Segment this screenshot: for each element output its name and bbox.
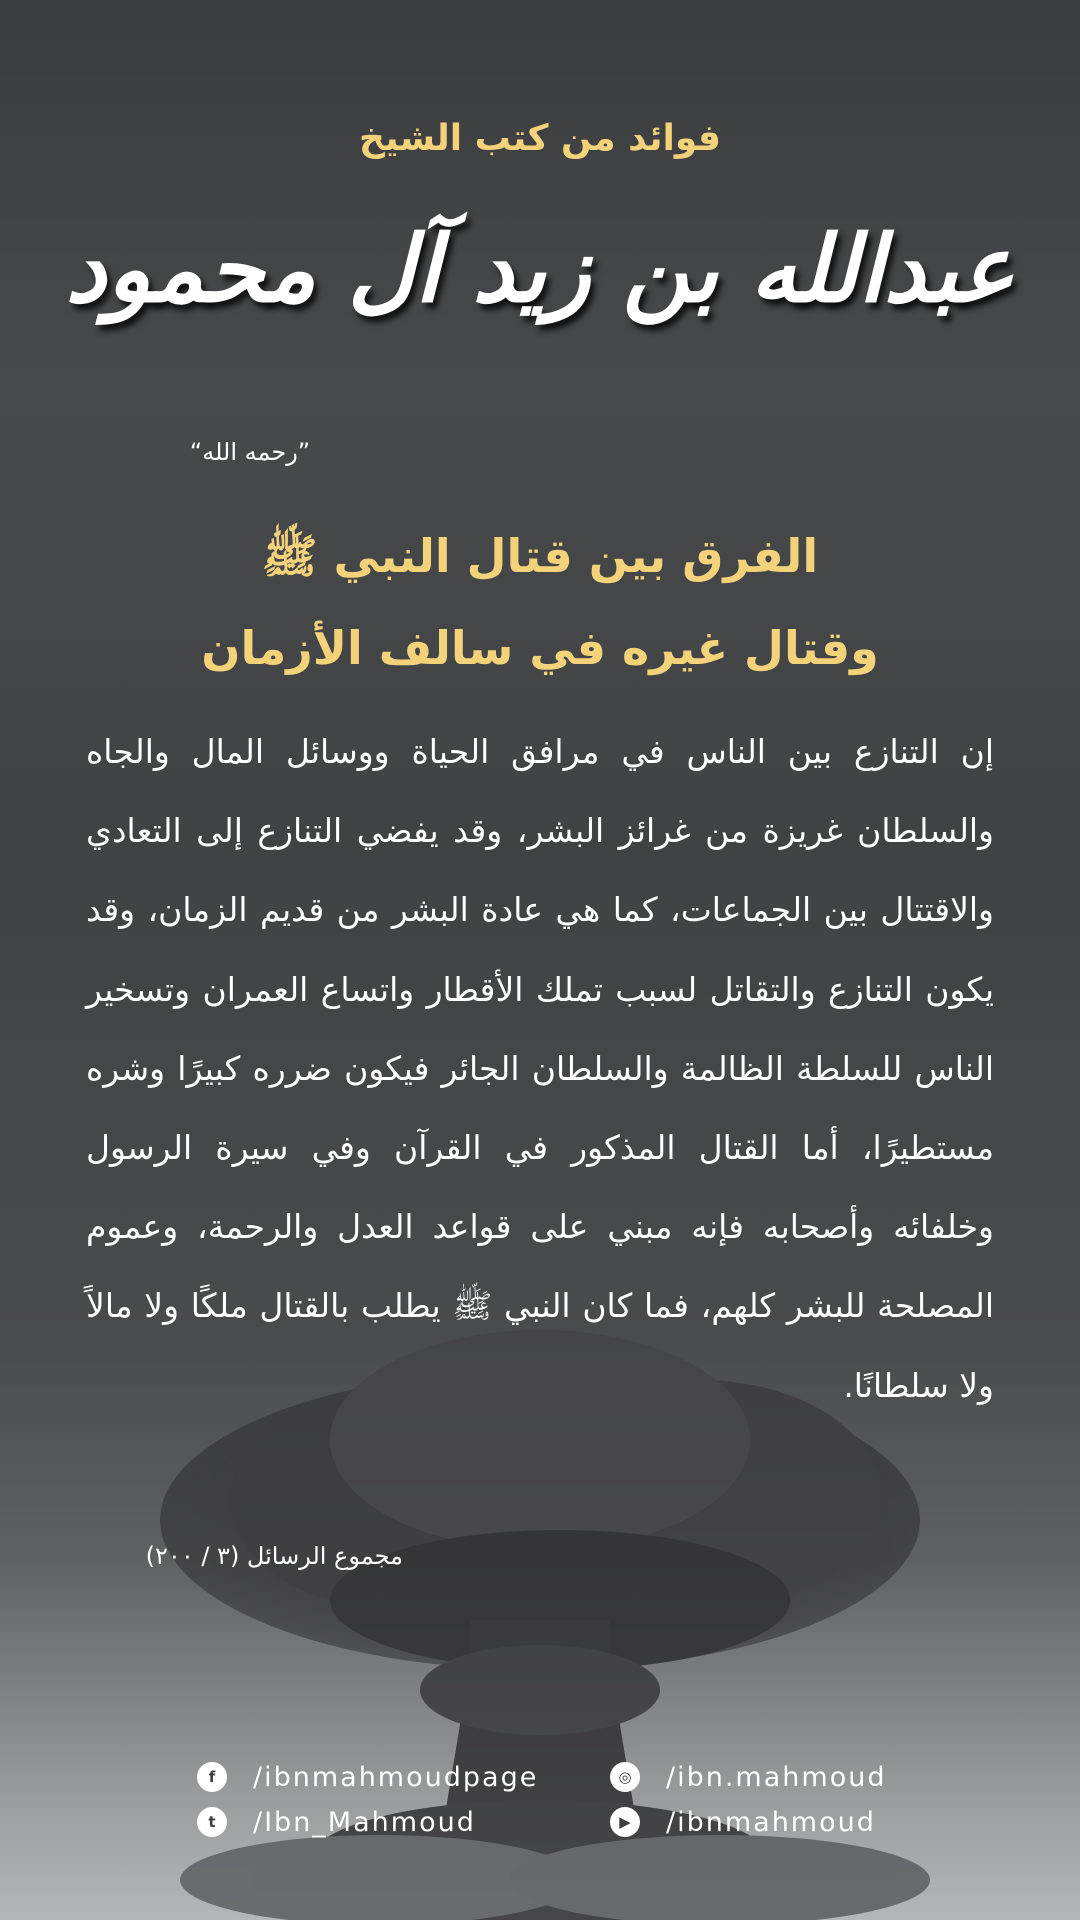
social-link-youtube[interactable] <box>610 1802 876 1842</box>
author-calligraphy-name: عبدالله بن زيد آل محمود <box>65 215 1015 323</box>
twitter-icon: t <box>197 1807 227 1837</box>
article-title-line-1: الفرق بين قتال النبي ﷺ <box>261 529 819 583</box>
social-handle: /ibn.mahmoud <box>666 1761 887 1793</box>
social-handle: /ibnmahmoudpage <box>253 1761 539 1793</box>
facebook-icon: f <box>197 1762 227 1792</box>
author-epithet: ”رحمه الله“ <box>189 438 311 466</box>
youtube-icon: ▶ <box>610 1807 640 1837</box>
article-title-line-2: وقتال غيره في سالف الأزمان <box>201 621 879 675</box>
intro-heading: فوائد من كتب الشيخ <box>359 118 721 159</box>
social-link-instagram[interactable] <box>610 1757 886 1797</box>
instagram-icon: ◎ <box>610 1762 640 1792</box>
article-body: إن التنازع بين الناس في مرافق الحياة ووسائل المال والجاه والسلطان غريزة من غرائز البشر، وقد يفضي التنازع إلى التعادي والاقتتال بين الجماعات، كما هي عادة البشر من قديم الزمان، وقد يكون التنازع والتقاتل لسبب تملك الأقطار واتساع العمران وتسخير الناس للسلطة الظالمة والسلطان الجائر فيكون ضرره كبيرًا وشره مستطيرًا، أما القتال المذكور في القرآن وفي سيرة الرسول وخلفائه وأصحابه فإنه مبني على قواعد العدل والرحمة، وعموم المصلحة للبشر كلهم، فما كان النبي ﷺ يطلب بالقتال ملكًا ولا مالاً ولا سلطانًا. <box>86 732 994 1405</box>
social-link-facebook[interactable] <box>197 1757 538 1797</box>
source-citation: مجموع الرسائل (٣ / ٢٠٠) <box>145 1542 403 1570</box>
article-title <box>0 510 1080 694</box>
social-link-twitter[interactable] <box>197 1802 476 1842</box>
social-handle: /ibnmahmoud <box>666 1806 876 1838</box>
social-handle: /Ibn_Mahmoud <box>253 1806 476 1838</box>
